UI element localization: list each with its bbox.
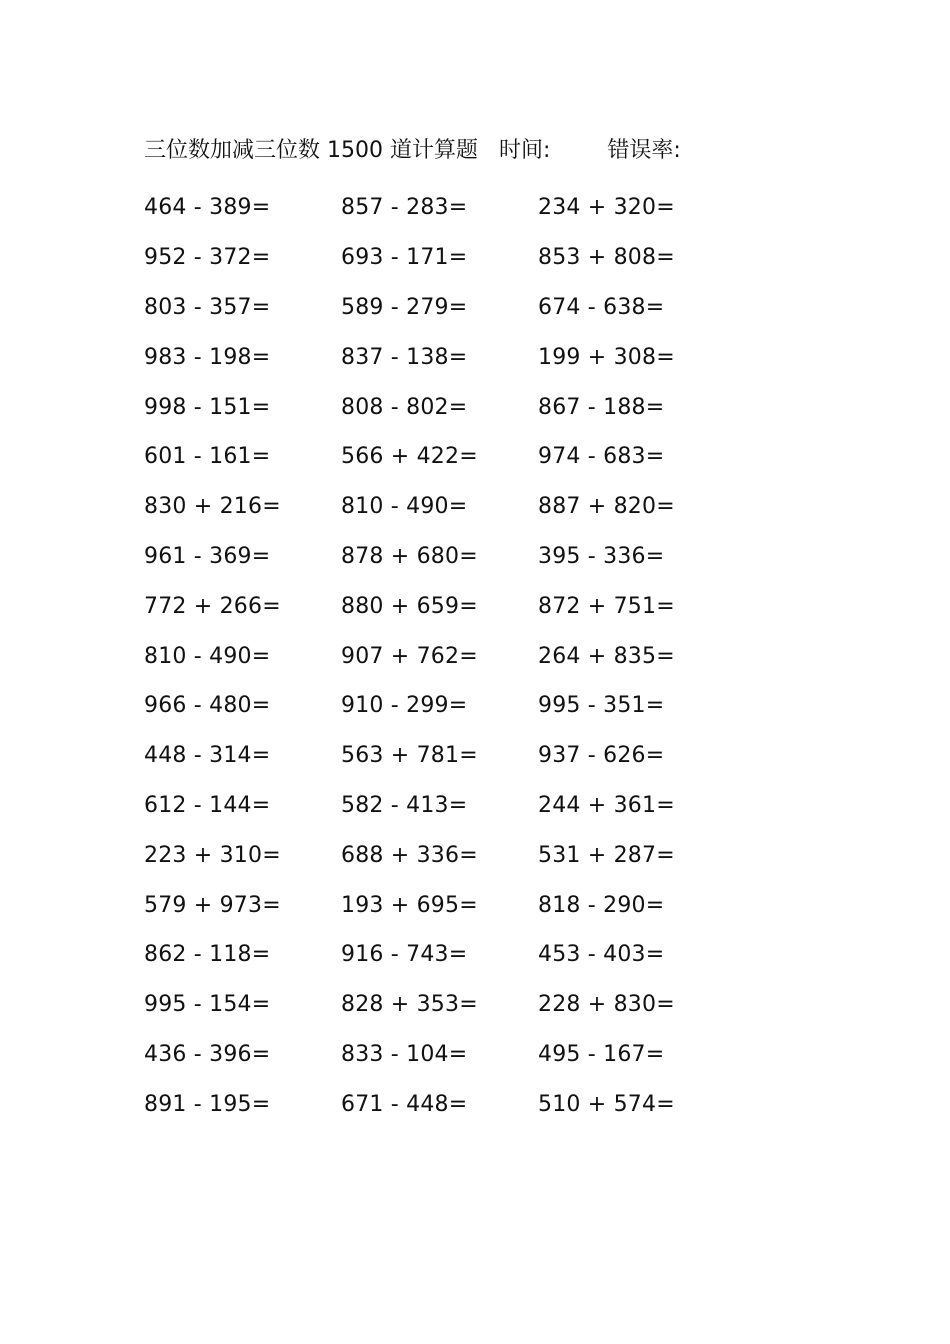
problem-item: 234 + 320= — [538, 195, 675, 221]
problem-item: 244 + 361= — [538, 792, 675, 818]
problem-row — [144, 382, 744, 432]
problem-item: 579 + 973= — [144, 892, 281, 918]
problem-grid — [144, 183, 744, 1129]
problem-row — [144, 681, 744, 731]
problem-item: 582 - 413= — [341, 792, 468, 818]
problem-item: 510 + 574= — [538, 1091, 675, 1117]
worksheet-title: 三位数加减三位数 1500 道计算题 — [144, 138, 478, 163]
problem-item: 395 - 336= — [538, 543, 665, 569]
problem-item: 453 - 403= — [538, 942, 665, 968]
problem-item: 966 - 480= — [144, 693, 271, 719]
problem-item: 872 + 751= — [538, 593, 675, 619]
problem-item: 193 + 695= — [341, 892, 478, 918]
problem-item: 671 - 448= — [341, 1091, 468, 1117]
problem-item: 531 + 287= — [538, 842, 675, 868]
problem-item: 566 + 422= — [341, 444, 478, 470]
problem-item: 887 + 820= — [538, 494, 675, 520]
problem-item: 837 - 138= — [341, 344, 468, 370]
problem-row — [144, 1079, 744, 1129]
problem-row — [144, 532, 744, 582]
problem-row — [144, 731, 744, 781]
problem-item: 853 + 808= — [538, 245, 675, 271]
problem-item: 937 - 626= — [538, 743, 665, 769]
problem-item: 961 - 369= — [144, 543, 271, 569]
problem-item: 495 - 167= — [538, 1041, 665, 1067]
problem-item: 448 - 314= — [144, 743, 271, 769]
problem-item: 803 - 357= — [144, 294, 271, 320]
problem-item: 601 - 161= — [144, 444, 271, 470]
problem-item: 995 - 351= — [538, 693, 665, 719]
problem-item: 818 - 290= — [538, 892, 665, 918]
problem-row — [144, 283, 744, 333]
problem-item: 810 - 490= — [144, 643, 271, 669]
problem-item: 916 - 743= — [341, 942, 468, 968]
problem-item: 228 + 830= — [538, 992, 675, 1018]
problem-row — [144, 1030, 744, 1080]
problem-item: 867 - 188= — [538, 394, 665, 420]
problem-item: 223 + 310= — [144, 842, 281, 868]
problem-item: 612 - 144= — [144, 792, 271, 818]
problem-item: 983 - 198= — [144, 344, 271, 370]
error-rate-label: 错误率: — [607, 138, 681, 163]
problem-item: 878 + 680= — [341, 543, 478, 569]
problem-item: 563 + 781= — [341, 743, 478, 769]
problem-item: 891 - 195= — [144, 1091, 271, 1117]
problem-item: 436 - 396= — [144, 1041, 271, 1067]
problem-item: 880 + 659= — [341, 593, 478, 619]
problem-item: 199 + 308= — [538, 344, 675, 370]
problem-item: 589 - 279= — [341, 294, 468, 320]
problem-row — [144, 930, 744, 980]
problem-row — [144, 332, 744, 382]
problem-item: 693 - 171= — [341, 245, 468, 271]
problem-item: 808 - 802= — [341, 394, 468, 420]
problem-item: 974 - 683= — [538, 444, 665, 470]
problem-item: 810 - 490= — [341, 494, 468, 520]
time-label: 时间: — [498, 138, 551, 163]
problem-item: 772 + 266= — [144, 593, 281, 619]
problem-item: 264 + 835= — [538, 643, 675, 669]
problem-row — [144, 482, 744, 532]
problem-row — [144, 980, 744, 1030]
problem-item: 995 - 154= — [144, 992, 271, 1018]
problem-row — [144, 432, 744, 482]
problem-row — [144, 880, 744, 930]
problem-row — [144, 581, 744, 631]
problem-item: 907 + 762= — [341, 643, 478, 669]
problem-row — [144, 631, 744, 681]
problem-item: 998 - 151= — [144, 394, 271, 420]
problem-item: 857 - 283= — [341, 195, 468, 221]
problem-item: 833 - 104= — [341, 1041, 468, 1067]
problem-item: 688 + 336= — [341, 842, 478, 868]
worksheet-header — [144, 134, 681, 168]
problem-item: 828 + 353= — [341, 992, 478, 1018]
problem-item: 464 - 389= — [144, 195, 271, 221]
problem-row — [144, 233, 744, 283]
problem-row — [144, 183, 744, 233]
problem-item: 862 - 118= — [144, 942, 271, 968]
problem-item: 674 - 638= — [538, 294, 665, 320]
problem-item: 952 - 372= — [144, 245, 271, 271]
problem-item: 830 + 216= — [144, 494, 281, 520]
problem-row — [144, 830, 744, 880]
problem-row — [144, 781, 744, 831]
problem-item: 910 - 299= — [341, 693, 468, 719]
